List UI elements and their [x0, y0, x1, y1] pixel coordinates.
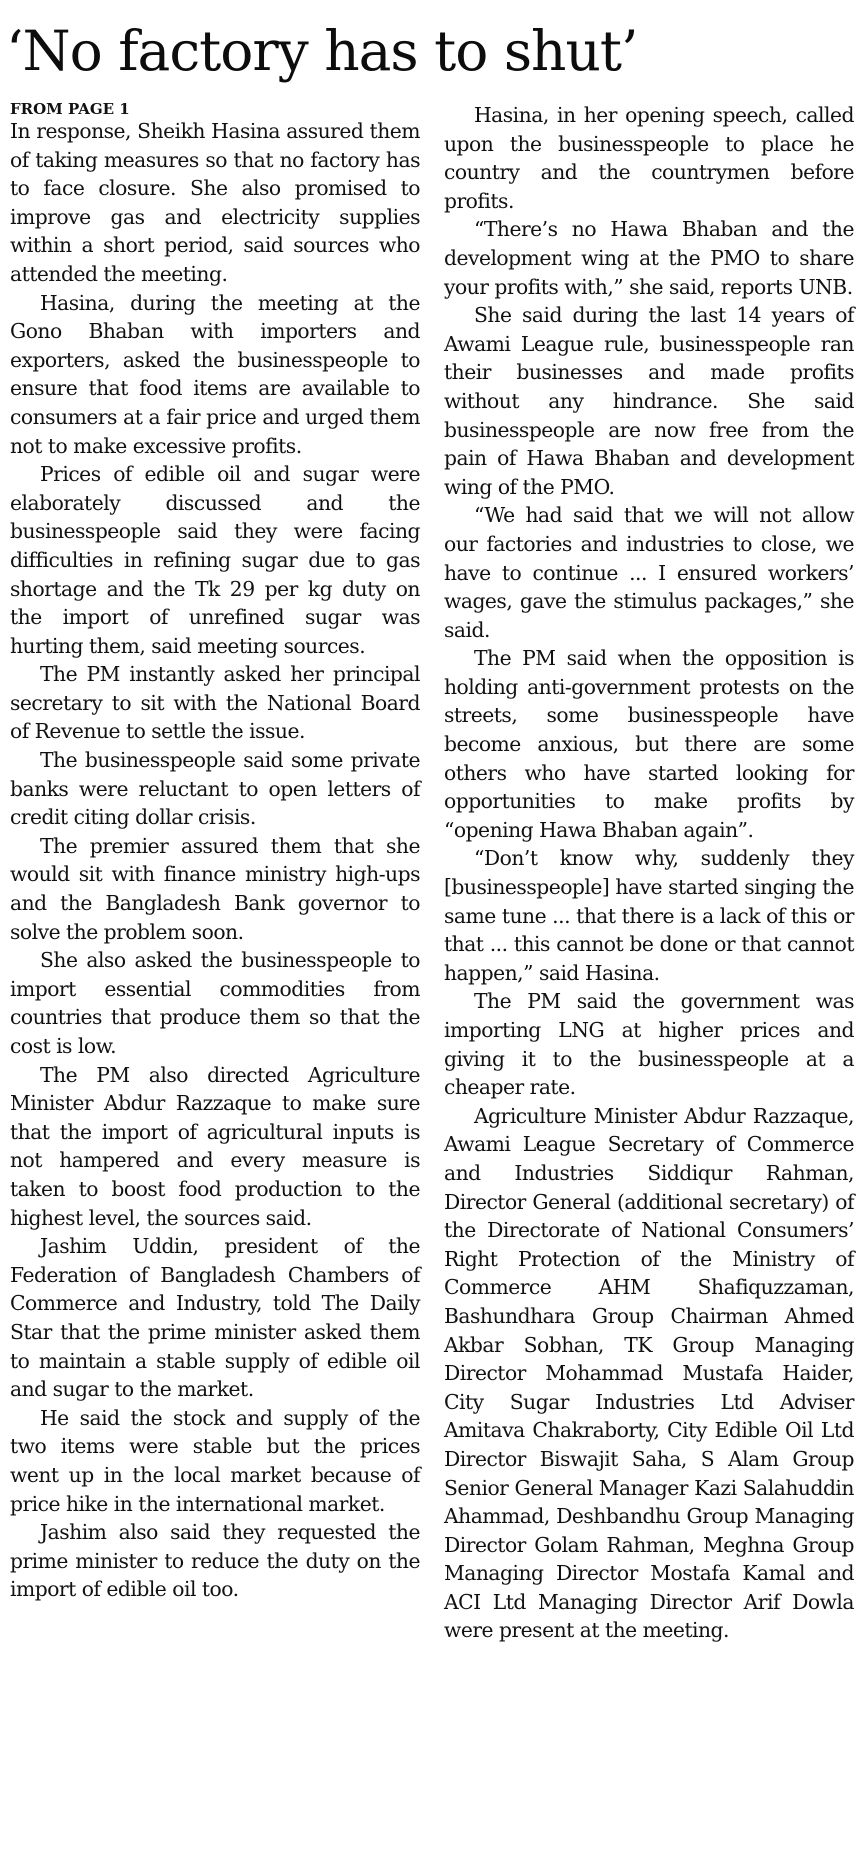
- article-paragraph: “We had said that we will not allow our factories and industries to close, we have to continue ... I ensured workers’ wages, gave the stimulus packages,” she said.: [444, 503, 854, 642]
- article-paragraph: Jashim Uddin, president of the Federation of Bangladesh Chambers of Commerce and Industry, told The Daily Star that the prime minister asked them to maintain a stable supply of edible oil and sugar to the market.: [10, 1234, 420, 1402]
- article-paragraph: Prices of edible oil and sugar were elaborately discussed and the businesspeople said they were facing difficulties in refining sugar due to gas shortage and the Tk 29 per kg duty on the import of unrefined sugar was hurting them, said meeting sources.: [10, 462, 420, 658]
- article-headline: ‘No factory has to shut’: [6, 19, 638, 83]
- from-page-kicker: FROM PAGE 1: [10, 100, 130, 118]
- article-paragraph: She said during the last 14 years of Awami League rule, businesspeople ran their businesses and made profits without any hindrance. She said businesspeople are now free from the pain of Hawa Bhaban and development wing of the PMO.: [444, 303, 854, 499]
- article-column-right: [444, 101, 854, 1645]
- article-paragraph: The PM also directed Agriculture Minister Abdur Razzaque to make sure that the import of agricultural inputs is not hampered and every measure is taken to boost food production to the highest level, the sources said.: [10, 1062, 420, 1230]
- article-paragraph: “There’s no Hawa Bhaban and the development wing at the PMO to share your profits with,” she said, reports UNB.: [444, 217, 854, 299]
- article-paragraph: Jashim also said they requested the prime minister to reduce the duty on the import of edible oil too.: [10, 1520, 420, 1602]
- article-paragraph: The PM said when the opposition is holding anti-government protests on the streets, some businesspeople have become anxious, but there are some others who have started looking for opportunities to make profits by “opening Hawa Bhaban again”.: [444, 646, 854, 842]
- article-paragraph: The PM said the government was importing LNG at higher prices and giving it to the businesspeople at a cheaper rate.: [444, 989, 854, 1100]
- article-column-left: [10, 100, 420, 1604]
- article-paragraph: Hasina, during the meeting at the Gono Bhaban with importers and exporters, asked the businesspeople to ensure that food items are available to consumers at a fair price and urged them not to make excessive profits.: [10, 290, 420, 458]
- article-paragraph: The businesspeople said some private banks were reluctant to open letters of credit citing dollar crisis.: [10, 748, 420, 830]
- article-paragraph: The PM instantly asked her principal secretary to sit with the National Board of Revenue to settle the issue.: [10, 662, 420, 744]
- article-paragraph: The premier assured them that she would sit with finance ministry high-ups and the Bangladesh Bank governor to solve the problem soon.: [10, 833, 420, 944]
- article-paragraph: She also asked the businesspeople to import essential commodities from countries that produce them so that the cost is low.: [10, 948, 420, 1058]
- article-paragraph: In response, Sheikh Hasina assured them of taking measures so that no factory has to face closure. She also promised to improve gas and electricity supplies within a short period, said sources who attended the meeting.: [10, 119, 420, 286]
- article-paragraph: “Don’t know why, suddenly they [businesspeople] have started singing the same tune ... that there is a lack of this or that ... this cannot be done or that cannot happen,” said Hasina.: [444, 846, 854, 985]
- article-paragraph: Hasina, in her opening speech, called upon the businesspeople to place he country and the countrymen before profits.: [444, 103, 854, 213]
- article-paragraph: He said the stock and supply of the two items were stable but the prices went up in the local market because of price hike in the international market.: [10, 1405, 420, 1516]
- article-paragraph: Agriculture Minister Abdur Razzaque, Awami League Secretary of Commerce and Industries Siddiqur Rahman, Director General (additional secretary) of the Directorate of National Consumers’ Right Protection of the Ministry of Commerce AHM Shafiquzzaman, Bashundhara Group Chairman Ahmed Akbar Sobhan, TK Group Managing Director Mohammad Mustafa Haider, City Sugar Industries Ltd Adviser Amitava Chakraborty, City Edible Oil Ltd Director Biswajit Saha, S Alam Group Senior General Manager Kazi Salahuddin Ahammad, Deshbandhu Group Managing Director Golam Rahman, Meghna Group Managing Director Mostafa Kamal and ACI Ltd Managing Director Arif Dowla were present at the meeting.: [444, 1103, 854, 1643]
